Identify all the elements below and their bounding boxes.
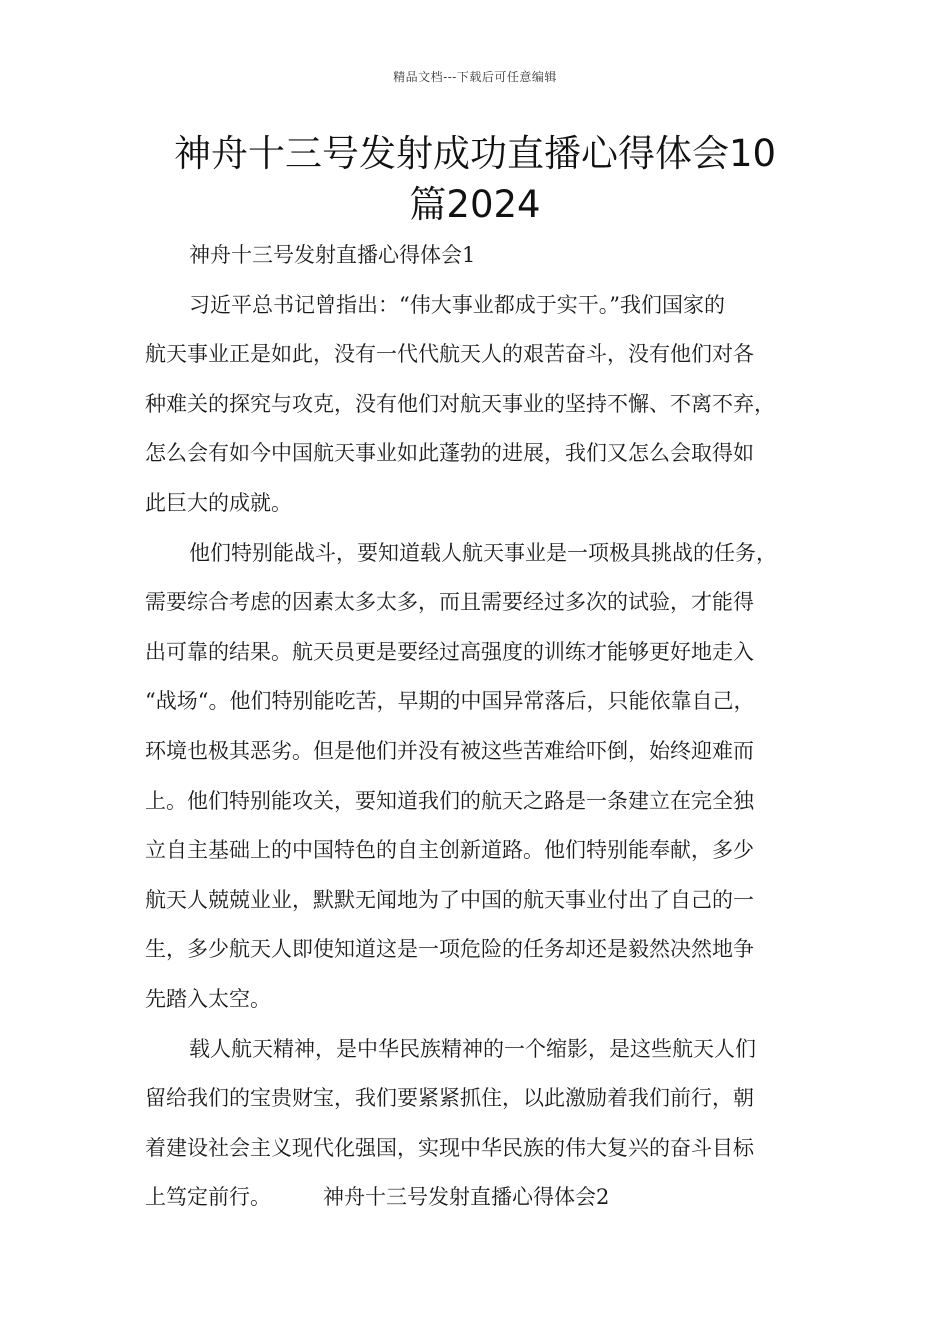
text-line: 种难关的探究与攻克，没有他们对航天事业的坚持不懈、不离不弃， xyxy=(145,391,775,416)
text-line: 生，多少航天人即使知道这是一项危险的任务却还是毅然决然地争 xyxy=(145,937,754,962)
text-line: 载人航天精神，是中华民族精神的一个缩影，是这些航天人们 xyxy=(189,1036,756,1061)
text-line: 先踏入太空。 xyxy=(145,986,271,1011)
document-title xyxy=(60,128,890,230)
text-line: 留给我们的宝贵财宝，我们要紧紧抓住，以此激励着我们前行，朝 xyxy=(145,1086,754,1111)
text-line: 出可靠的结果。航天员更是要经过高强度的训练才能够更好地走入 xyxy=(145,639,754,664)
text-line: 上。他们特别能攻关，要知道我们的航天之路是一条建立在完全独 xyxy=(145,788,754,813)
text-fragment: 上笃定前行。 xyxy=(145,1185,271,1210)
text-line: 怎么会有如今中国航天事业如此蓬勃的进展，我们又怎么会取得如 xyxy=(145,441,754,466)
text-line: “战场“。他们特别能吃苦，早期的中国异常落后，只能依靠自己， xyxy=(145,689,755,714)
text-line: 他们特别能战斗，要知道载人航天事业是一项极具挑战的任务， xyxy=(189,540,777,565)
paragraph-2 xyxy=(145,529,825,1025)
text-line: 航天人兢兢业业，默默无闻地为了中国的航天事业付出了自己的一 xyxy=(145,887,754,912)
text-line: 环境也极其恶劣。但是他们并没有被这些苦难给吓倒，始终迎难而 xyxy=(145,738,754,763)
section-heading-1: 神舟十三号发射直播心得体会1 xyxy=(189,243,476,267)
paragraph-1 xyxy=(145,281,825,529)
last-text-line xyxy=(145,1173,825,1223)
text-line: 需要综合考虑的因素太多太多，而且需要经过多次的试验，才能得 xyxy=(145,590,754,615)
text-line: 航天事业正是如此，没有一代代航天人的艰苦奋斗，没有他们对各 xyxy=(145,342,754,367)
header-note: 精品文档---下载后可任意编辑 xyxy=(393,70,557,84)
title-line-2: 篇2024 xyxy=(409,183,541,226)
document-body xyxy=(145,231,825,1223)
text-line: 习近平总书记曾指出：“伟大事业都成于实干。”我们国家的 xyxy=(189,292,725,317)
text-line: 着建设社会主义现代化强国，实现中华民族的伟大复兴的奋斗目标 xyxy=(145,1135,754,1160)
section-heading-2: 神舟十三号发射直播心得体会2 xyxy=(323,1185,610,1210)
text-line: 此巨大的成就。 xyxy=(145,490,292,515)
paragraph-3 xyxy=(145,1025,825,1223)
text-line: 立自主基础上的中国特色的自主创新道路。他们特别能奉献，多少 xyxy=(145,838,754,863)
title-line-1: 神舟十三号发射成功直播心得体会10 xyxy=(173,132,777,175)
